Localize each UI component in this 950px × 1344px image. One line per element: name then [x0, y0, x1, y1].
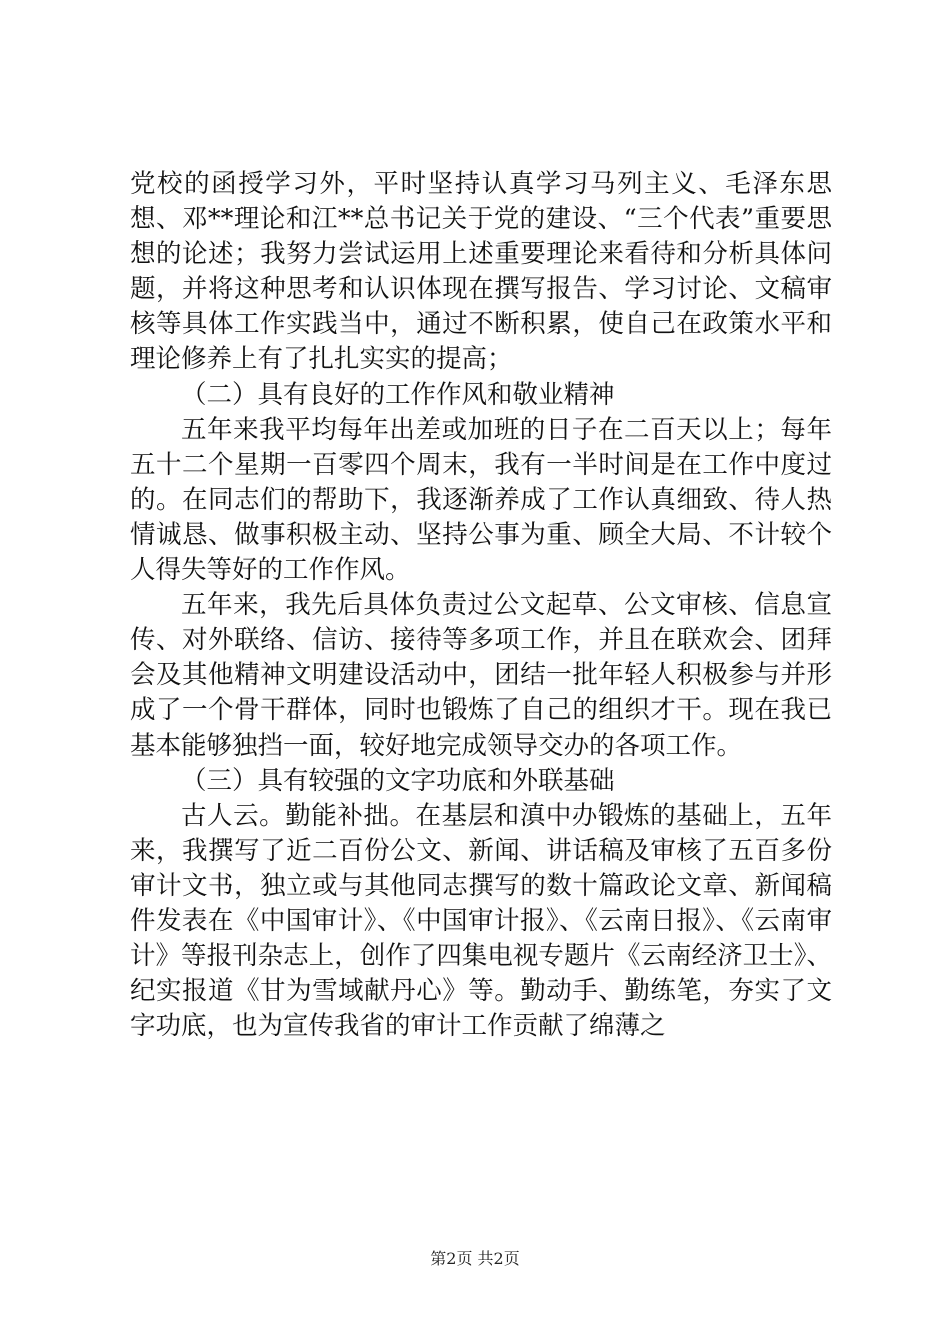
paragraph-theory-study: 党校的函授学习外，平时坚持认真学习马列主义、毛泽东思想、邓**理论和江**总书记关于党的建设、“三个代表”重要思想的论述；我努力尝试运用上述重要理论来看待和分析具体问题，并将这种思考和认识体现在撰写报告、学习讨论、文稿审核等具体工作实践当中，通过不断积累，使自己在政策水平和理论修养上有了扎扎实实的提高； [130, 169, 832, 375]
document-body [130, 167, 832, 1044]
section-heading-writing-skills: （三）具有较强的文字功底和外联基础 [181, 765, 615, 796]
paragraph-writing-output: 古人云。勤能补拙。在基层和滇中办锻炼的基础上，五年来，我撰写了近二百份公文、新闻、讲话稿及审核了五百多份审计文书，独立或与其他同志撰写的数十篇政论文章、新闻稿件发表在《中国审计》、《中国审计报》、《云南日报》、《云南审计》等报刊杂志上，创作了四集电视专题片《云南经济卫士》、纪实报道《甘为雪域献丹心》等。勤动手、勤练笔，夯实了文字功底，也为宣传我省的审计工作贡献了绵薄之 [130, 800, 832, 1042]
paragraph-work-days: 五年来我平均每年出差或加班的日子在二百天以上；每年五十二个星期一百零四个周末，我有一半时间是在工作中度过的。在同志们的帮助下，我逐渐养成了工作认真细致、待人热情诚恳、做事积极主动、坚持公事为重、顾全大局、不计较个人得失等好的工作作风。 [130, 414, 832, 586]
section-heading-work-style: （二）具有良好的工作作风和敬业精神 [181, 379, 615, 410]
page-number-footer: 第2页 共2页 [430, 1249, 520, 1268]
paragraph-responsibilities: 五年来，我先后具体负责过公文起草、公文审核、信息宣传、对外联络、信访、接待等多项工作，并且在联欢会、团拜会及其他精神文明建设活动中，团结一批年轻人积极参与并形成了一个骨干群体，同时也锻炼了自己的组织才干。现在我已基本能够独挡一面，较好地完成领导交办的各项工作。 [130, 590, 832, 761]
